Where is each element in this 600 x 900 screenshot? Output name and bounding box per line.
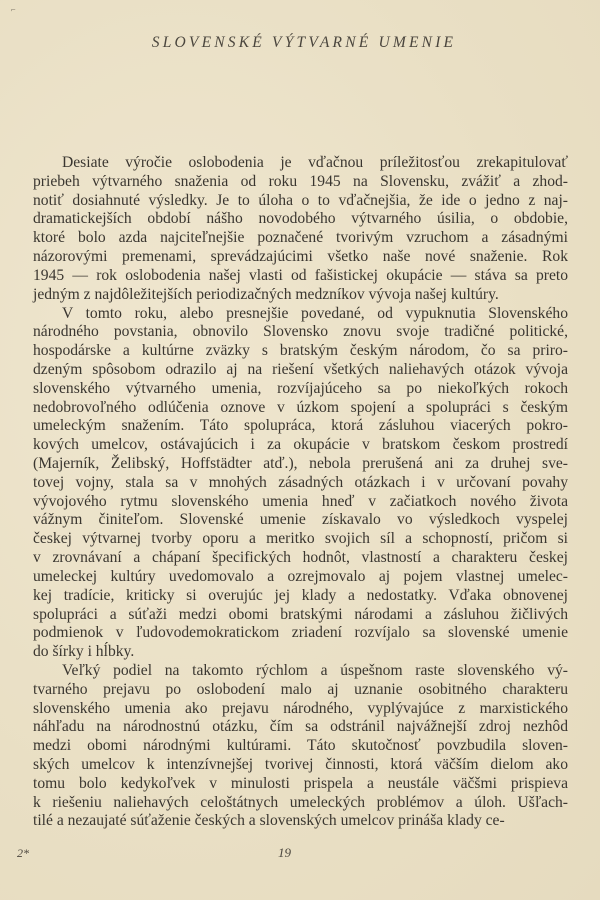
text-line: medzi obomi národnými kultúrami. Táto skutočnosť povzbudila sloven- <box>33 737 568 755</box>
text-line: notiť dosiahnuté výsledky. Je to úloha o to vďačnejšia, že ide o jedno z naj- <box>33 191 568 209</box>
text-line: nedobrovoľného odlúčenia oznove v úzkom spojení a spolupráci s českým <box>33 398 568 416</box>
text-line: vážnym činiteľom. Slovenské umenie získavalo vo výsledkoch vyspelej <box>33 511 568 529</box>
text-line: ktoré bolo azda najciteľnejšie poznačené tvorivým vzruchom a zásadnými <box>33 229 568 247</box>
signature-mark: 2* <box>17 846 29 860</box>
text-line: hospodárske a kultúrne zväzky s bratským českým národom, čo sa priro- <box>33 342 568 360</box>
text-line: slovenského umenia ako prejavu národného, vyplývajúce z marxistického <box>33 699 568 717</box>
text-line: do šírky i hĺbky. <box>33 643 135 661</box>
paragraph <box>33 305 568 662</box>
body-text <box>33 154 568 831</box>
running-head: SLOVENSKÉ VÝTVARNÉ UMENIE <box>151 34 457 51</box>
text-line: tomu bolo kedykoľvek v minulosti prispela a neustále väčšmi prispieva <box>33 774 568 792</box>
text-line: jedným z najdôležitejších periodizačných medzníkov vývoja našej kultúry. <box>33 285 499 303</box>
text-line: podmienok v ľudovodemokratickom zriadení rozvíjalo sa slovenské umenie <box>33 624 568 642</box>
text-line: slovenského výtvarného umenia, rozvíjajúceho sa po niekoľkých rokoch <box>33 379 568 397</box>
text-line: českej výtvarnej tvorby oporu a meritko svojich síl a schopností, pričom si <box>33 530 568 548</box>
text-line: Veľký podiel na takomto rýchlom a úspešnom raste slovenského vý- <box>62 661 568 679</box>
text-line: národného povstania, obnovilo Slovensko znovu svoje tradičné politické, <box>33 323 568 341</box>
text-line: dzeným spôsobom odrazilo aj na riešení všetkých naliehavých otázok vývoja <box>33 360 568 378</box>
text-line: kej tradície, kriticky si overujúc jej klady a nedostatky. Vďaka obnovenej <box>33 586 568 604</box>
text-line: V tomto roku, alebo presnejšie povedané, od vypuknutia Slovenského <box>62 304 568 322</box>
text-line: kových umelcov, ostávajúcich i za okupácie v bratskom českom prostredí <box>33 436 568 454</box>
text-line: dramatickejších období nášho novodobého výtvarného úsilia, o obdobie, <box>33 210 568 228</box>
text-line: spolupráci a súťaži medzi obomi bratskými národami a zásluhou žičlivých <box>33 605 568 623</box>
text-line: Desiate výročie oslobodenia je vďačnou príležitosťou zrekapitulovať <box>62 154 568 171</box>
text-line: tilé a nezaujaté súťaženie českých a slovenských umelcov prináša klady ce- <box>33 812 505 830</box>
text-line: vývojového rytmu slovenského umenia hneď v začiatkoch nového života <box>33 492 568 510</box>
page-number: 19 <box>278 845 291 860</box>
text-line: (Majerník, Želibský, Hoffstädter atď.), nebola prerušená ani za druhej sve- <box>33 455 568 472</box>
text-line: umeleckým snažením. Táto spolupráca, ktorá zásluhou viacerých pokro- <box>33 417 568 435</box>
text-line: priebeh výtvarného snaženia od roku 1945 na Slovensku, zvážiť a zhod- <box>33 172 568 190</box>
text-line: k riešeniu naliehavých celoštátnych umeleckých problémov a úloh. Ušľach- <box>33 793 568 811</box>
paragraph <box>33 662 568 831</box>
text-line: v zrovnávaní a chápaní špecifických hodnôt, vlastností a charakteru českej <box>33 549 568 567</box>
text-line: 1945 — rok oslobodenia našej vlasti od fašistickej okupácie — stáva sa preto <box>33 266 568 284</box>
text-line: názorovými premenami, sprevádzajúcimi všetko naše nové snaženie. Rok <box>33 248 568 266</box>
paragraph <box>33 154 568 305</box>
corner-mark: ⌐ <box>11 5 16 14</box>
text-line: ských umelcov k intenzívnejšej tvorivej činnosti, ktorá väčším dielom ako <box>33 756 568 773</box>
text-line: tovej vojny, stala sa v mnohých zásadných otázkach i v určovaní povahy <box>33 473 568 491</box>
text-line: náhľadu na národnostnú otázku, čím sa odstránil najvážnejší zdroj nezhôd <box>33 718 568 736</box>
text-line: tvarného prejavu po oslobodení malo aj uznanie osobitného charakteru <box>33 680 568 698</box>
text-line: umeleckej kultúry uvedomovalo a ozrejmovalo aj pojem vlastnej umelec- <box>33 567 568 585</box>
